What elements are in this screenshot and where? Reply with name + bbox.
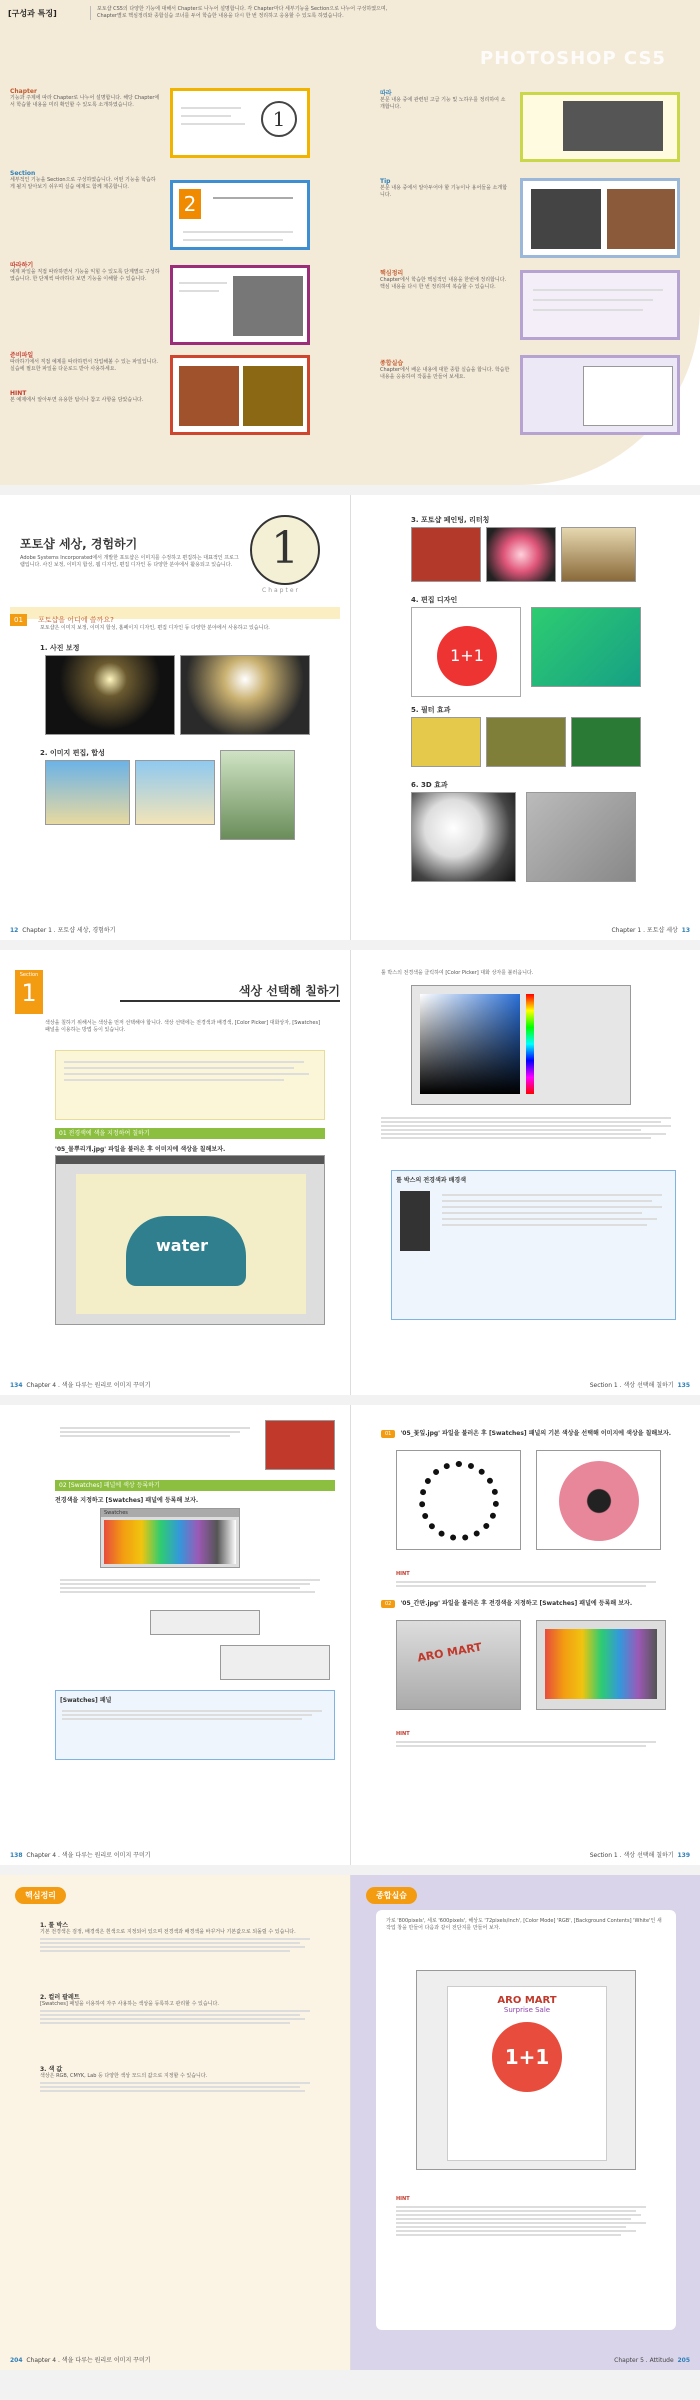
panel-title: Swatches	[101, 1509, 239, 1517]
hint-label: HINT	[396, 1731, 410, 1737]
structure-header: [구성과 특징]	[8, 9, 57, 18]
heading-3d: 6. 3D 효과	[411, 781, 448, 789]
practice-hint	[396, 2185, 656, 2238]
footer-right	[611, 925, 690, 934]
feature-title: 따라	[380, 90, 392, 97]
page-number: 139	[677, 1852, 690, 1859]
page-number: 204	[10, 2357, 23, 2364]
feature-title: 따라하기	[10, 262, 34, 269]
feature-tip	[380, 178, 510, 268]
page-134	[0, 950, 350, 1395]
thumb-summary	[520, 270, 680, 340]
exercise-num: 01	[381, 1430, 395, 1438]
3d-text	[526, 792, 636, 882]
spread-chapter1	[0, 495, 700, 940]
footer-text: Chapter 1 . 포토샵 세상, 경험하기	[22, 927, 116, 934]
page-12	[0, 495, 350, 940]
exercise-num: 02	[381, 1600, 395, 1608]
practice-text: 가로 '800pixels', 세로 '600pixels', 해상도 '72pixels/inch', [Color Mode] 'RGB', [Background Contents] 'White'인 새 작업 창을 만들어 다음과 같이 전단지를 만들어 보자.	[386, 1918, 662, 1931]
photo-apples	[265, 1420, 335, 1470]
footer-right	[614, 2357, 690, 2364]
feature-title: 준비파일	[10, 352, 34, 359]
photo-filter-2	[486, 717, 566, 767]
section-badge	[15, 970, 43, 1014]
step-bar: 01 전경색에 색을 지정하여 칠하기	[55, 1128, 325, 1139]
sign-photo	[396, 1620, 521, 1710]
section-label: Section	[19, 972, 39, 978]
heading-photo-edit: 2. 이미지 편집, 합성	[40, 749, 105, 757]
step-lines-mid	[60, 1577, 330, 1595]
page-204	[0, 1875, 350, 2370]
note-box	[55, 1050, 325, 1120]
left-column	[10, 88, 160, 404]
photo-bottle	[220, 750, 295, 840]
flower-color	[536, 1450, 661, 1550]
feature-section	[10, 170, 160, 260]
item-title: 1. 툴 박스	[40, 1922, 69, 1929]
feature-text: 본문 내용 중에 관련된 고급 기능 및 노하우를 정리하여 소개합니다.	[380, 97, 506, 110]
footer-text: Chapter 4 . 색을 다루는 원리로 이미지 꾸미기	[26, 1852, 151, 1859]
feature-hint	[10, 390, 160, 404]
feature-chapter	[10, 88, 160, 170]
photo-beach-2	[135, 760, 215, 825]
section-desc: 색상을 칠하기 위해서는 색상을 먼저 선택해야 합니다. 색상 선택에는 전경색과 배경색, [Color Picker] 대화상자, [Swatches] 패널을 이용하는 방법 등이 있습니다.	[45, 1020, 321, 1033]
footer-left	[10, 1850, 151, 1859]
swatches-panel-2	[536, 1620, 666, 1710]
step-text-1: 툴 박스의 전경색을 클릭하여 [Color Picker] 대화 상자를 불러옵니다.	[381, 970, 534, 976]
exercise-text: '05_간판.jpg' 파일을 불러온 후 전경색을 지정하고 [Swatches] 패널에 등록해 보자.	[400, 1600, 633, 1607]
page-number: 205	[677, 2357, 690, 2364]
exercise-2	[381, 1590, 681, 1609]
step-sub: 전경색을 지정하고 [Swatches] 패널에 등록해 보자.	[55, 1497, 199, 1504]
feature-summary	[380, 268, 510, 358]
step-bar: 02 [Swatches] 패널에 색상 등록하기	[55, 1480, 335, 1491]
photo-flower	[486, 527, 556, 582]
thumb-section	[170, 180, 310, 250]
chapter-number: 1	[261, 101, 297, 137]
feature-text: 기능과 주제에 따라 Chapter로 나누어 설명합니다. 해당 Chapter에서 학습할 내용을 미리 확인할 수 있도록 소개하였습니다.	[10, 95, 160, 108]
color-picker-dialog	[411, 985, 631, 1105]
spread-swatches	[0, 1405, 700, 1865]
subheading-bar	[10, 607, 340, 624]
page-205	[350, 1875, 700, 2370]
sale-badge: 1+1	[437, 626, 497, 686]
thumb-chapter	[170, 88, 310, 158]
footer-left	[10, 1380, 151, 1389]
watermark: PHOTOSHOP CS5	[480, 48, 666, 69]
page-138	[0, 1405, 350, 1865]
water-text: water	[156, 1236, 208, 1255]
box-title: [Swatches] 패널	[60, 1697, 112, 1704]
page-number: 12	[10, 927, 19, 934]
flyer-title: ARO MART	[497, 1995, 557, 2006]
hint-1	[396, 1560, 666, 1589]
photo-beach-1	[45, 760, 130, 825]
spread-summary	[0, 1875, 700, 2370]
footer-text: Chapter 5 . Attitude	[614, 2357, 674, 2364]
hint-label: HINT	[396, 1571, 410, 1577]
photo-night-2	[180, 655, 310, 735]
summary-badge: 핵심정리	[15, 1887, 66, 1904]
footer-left	[10, 925, 116, 934]
feature-practice	[380, 358, 510, 381]
heading-editorial: 4. 편집 디자인	[411, 596, 458, 604]
flyer-sale: Surprise Sale	[503, 2006, 551, 2014]
swatches-box	[55, 1690, 335, 1760]
item-title: 2. 컬러 팔레트	[40, 1994, 80, 2001]
page-number: 138	[10, 1852, 23, 1859]
footer-text: Section 1 . 색상 선택해 칠하기	[589, 1382, 674, 1389]
photo-leaf	[411, 527, 481, 582]
item-text: 색상은 RGB, CMYK, Lab 등 다양한 색상 모드의 값으로 지정할 수 있습니다.	[40, 2073, 208, 2079]
feature-title: 핵심정리	[380, 270, 404, 277]
exercise-text: '05_꽃잎.jpg' 파일을 불러온 후 [Swatches] 패널의 기본 색상을 선택해 이미지에 색상을 칠해보자.	[400, 1430, 672, 1437]
heading-painting: 3. 포토샵 페인팅, 리터칭	[411, 516, 490, 524]
feature-text: 본 예제에서 알아두면 유용한 팁이나 참고 사항을 담았습니다.	[10, 397, 144, 403]
subheading-text: 포토샵을 어디에 쓸까요?	[38, 616, 114, 624]
page-number: 135	[677, 1382, 690, 1389]
item-title: 3. 색 값	[40, 2066, 63, 2073]
spread-section1	[0, 950, 700, 1395]
summary-item	[40, 1992, 325, 2024]
hint-label: HINT	[396, 2196, 410, 2202]
flower-line	[396, 1450, 521, 1550]
footer-text: Chapter 4 . 색을 다루는 원리로 이미지 꾸미기	[26, 2357, 151, 2364]
3d-golfball	[411, 792, 516, 882]
subheading-num: 01	[10, 614, 27, 626]
feature-tip-plus	[380, 88, 510, 178]
section-number: 1	[21, 979, 37, 1007]
heading-photo-correction: 1. 사진 보정	[40, 644, 80, 652]
item-text: 기본 전경색은 검정, 배경색은 흰색으로 지정되어 있으며 전경색과 배경색을 바꾸거나 기본값으로 되돌릴 수 있습니다.	[40, 1929, 296, 1935]
feature-text: 예제 파일을 직접 따라하면서 기능을 익힐 수 있도록 단계별로 구성하였습니다. 한 단계씩 따라하다 보면 기능을 이해할 수 있습니다.	[10, 269, 160, 282]
practice-card	[376, 1910, 676, 2330]
chapter-circle: 1	[250, 515, 320, 585]
heading-filter: 5. 필터 효과	[411, 706, 451, 714]
thumb-follow	[170, 265, 310, 345]
spread-structure	[0, 0, 700, 485]
footer-text: Section 1 . 색상 선택해 칠하기	[589, 1852, 674, 1859]
dialog-small-2	[220, 1645, 330, 1680]
page-139	[350, 1405, 700, 1865]
section-title-bar	[120, 980, 340, 1002]
step-lines	[381, 1115, 681, 1141]
chapter-word: Chapter	[262, 587, 300, 594]
feature-text: Chapter에서 배운 내용에 대한 종합 실습을 합니다. 학습한 내용을 응용하여 작품을 만들어 보세요.	[380, 367, 510, 380]
structure-intro: 포토샵 CS5의 다양한 기능에 대해서 Chapter로 나누어 설명합니다. 각 Chapter마다 세부기능을 Section으로 나누어 구성하였으며, Chapter별로 핵심정리와 종합실습 코너를 두어 학습한 내용을 다시 한 번 정리하고 응용할 수 있도록 하였습니다.	[90, 6, 390, 20]
footer-text: Chapter 4 . 색을 다루는 원리로 이미지 꾸미기	[26, 1382, 151, 1389]
feature-text: 따라하기에서 직접 예제를 따라하면서 작업해볼 수 있는 파일입니다. 실습에 필요한 파일을 다운로드 받아 사용하세요.	[10, 359, 158, 372]
feature-title: Section	[10, 170, 36, 177]
section-number: 2	[179, 189, 201, 219]
sign-text: ARO MART	[416, 1640, 483, 1665]
swatches-panel	[100, 1508, 240, 1568]
flyer-window	[416, 1970, 636, 2170]
step-lines-top	[60, 1425, 260, 1439]
section-title: 색상 선택해 칠하기	[238, 984, 340, 998]
chapter-desc: Adobe Systems Incorporated에서 개발한 포토샵은 이미지를 수정하고 편집하는 대표적인 프로그램입니다. 사진 보정, 이미지 합성, 웹 디자인, 편집 디자인 등 다양한 분야에서 활용되고 있습니다.	[20, 555, 239, 568]
feature-title: HINT	[10, 390, 27, 397]
dialog-small-1	[150, 1610, 260, 1635]
summary-list	[40, 1920, 325, 2094]
right-column	[380, 88, 510, 381]
thumb-tip	[520, 178, 680, 258]
thumb-prep	[170, 355, 310, 435]
exercise-1	[381, 1420, 681, 1439]
photo-street	[561, 527, 636, 582]
practice-badge: 종합실습	[366, 1887, 417, 1904]
feature-title: Chapter	[10, 88, 37, 95]
chapter-title: 포토샵 세상, 경험하기	[20, 537, 138, 551]
poster-sale	[411, 607, 521, 697]
summary-item	[40, 2064, 325, 2092]
feature-title: 종합실습	[380, 360, 404, 367]
feature-text: 본문 내용 중에서 알아두어야 할 기능이나 용어들을 소개합니다.	[380, 185, 508, 198]
thumb-practice	[520, 355, 680, 435]
footer-left	[10, 2355, 151, 2364]
app-window-watercan	[55, 1155, 325, 1325]
thumb-tip-plus	[520, 92, 680, 162]
page-13	[350, 495, 700, 940]
photo-night-1	[45, 655, 175, 735]
swatch-grid	[104, 1520, 236, 1564]
feature-text: Chapter에서 학습한 핵심적인 내용을 한번에 정리합니다. 핵심 내용을 다시 한 번 정리하며 복습할 수 있습니다.	[380, 277, 507, 290]
page-135	[350, 950, 700, 1395]
feature-follow	[10, 260, 160, 350]
item-text: [Swatches] 패널을 이용하여 자주 사용하는 색상을 등록하고 관리할 수 있습니다.	[40, 2001, 219, 2007]
tip-box	[391, 1170, 676, 1320]
feature-title: Tip	[380, 178, 391, 185]
footer-text: Chapter 1 . 포토샵 세상	[611, 927, 678, 934]
poster-green	[531, 607, 641, 687]
photo-filter-3	[571, 717, 641, 767]
feature-prep	[10, 350, 160, 390]
intro-para: 포토샵은 이미지 보정, 이미지 합성, 홈페이지 디자인, 편집 디자인 등 다양한 분야에서 사용하고 있습니다.	[40, 625, 270, 631]
page-number: 134	[10, 1382, 23, 1389]
hint-2	[396, 1720, 666, 1749]
page-number: 13	[681, 927, 690, 934]
footer-right	[590, 1380, 690, 1389]
footer-right	[590, 1850, 690, 1859]
flyer-badge: 1+1	[492, 2022, 562, 2092]
feature-text: 세부적인 기능을 Section으로 구성하였습니다. 어떤 기능을 학습하게 될지 알아보기 쉬우며 실습 예제도 함께 제공합니다.	[10, 177, 156, 190]
step-file: '05_물뿌리개.jpg' 파일을 불러온 후 이미지에 색상을 칠해보자.	[55, 1146, 226, 1153]
photo-filter-1	[411, 717, 481, 767]
tip-title: 툴 박스의 전경색과 배경색	[396, 1177, 467, 1184]
summary-item	[40, 1920, 325, 1952]
